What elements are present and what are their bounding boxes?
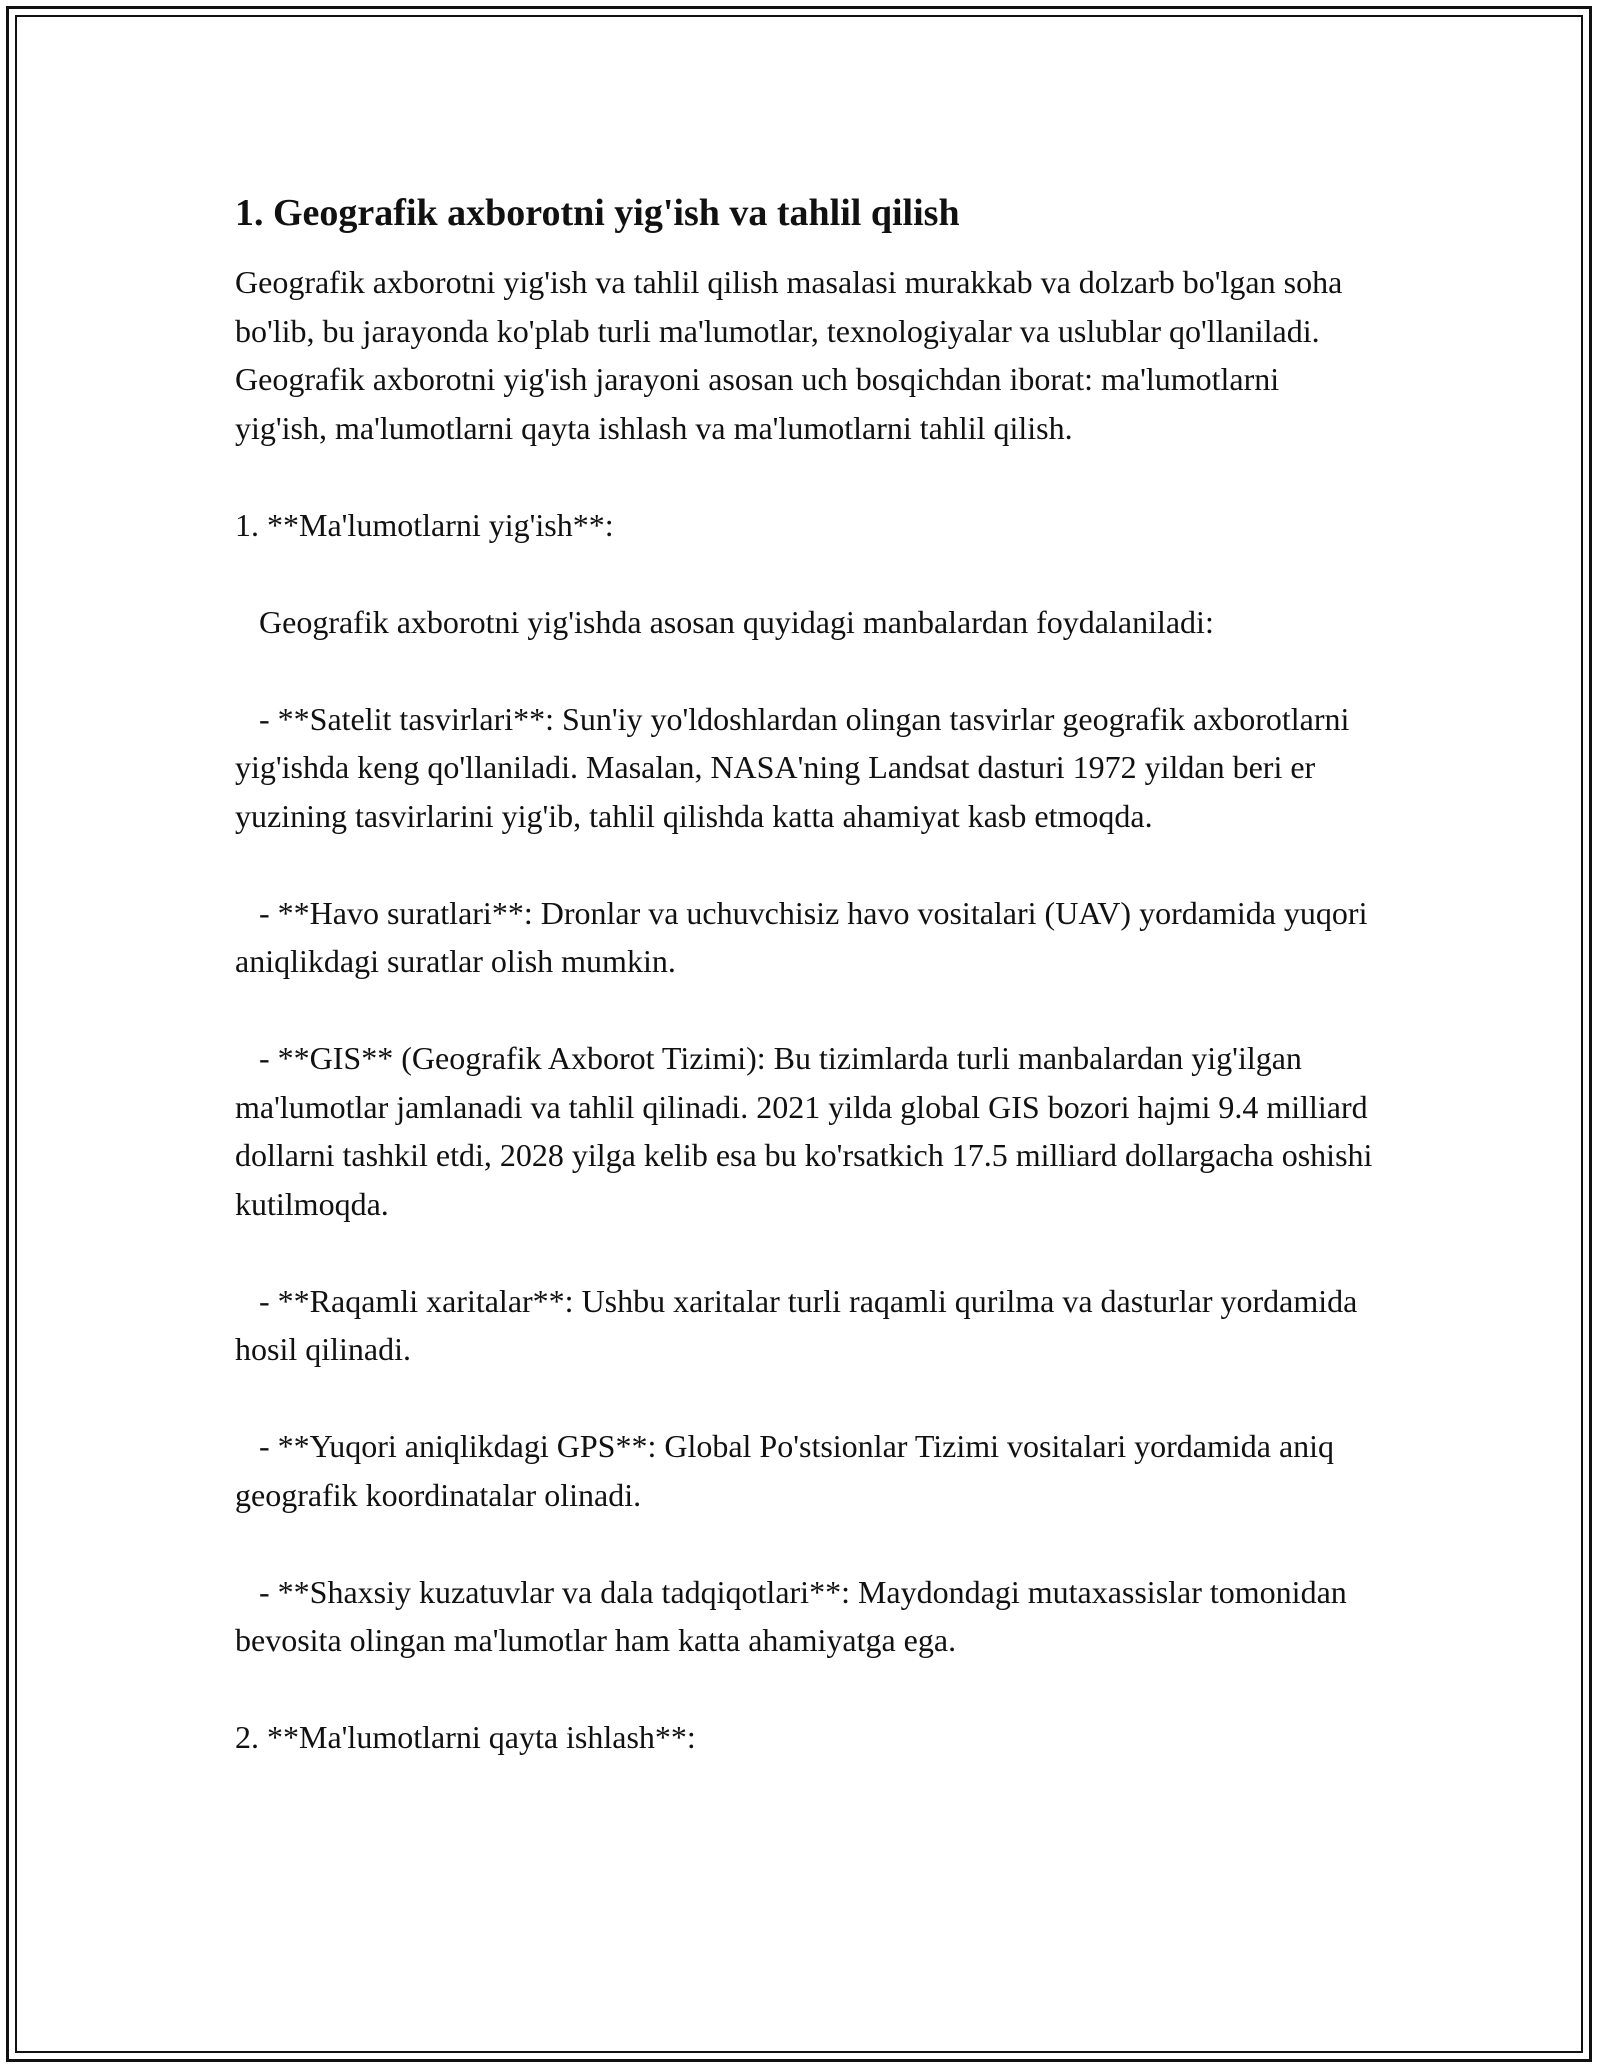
paragraph-spacer — [235, 1228, 1375, 1277]
paragraph-spacer — [235, 1374, 1375, 1423]
paragraph-spacer — [235, 1519, 1375, 1568]
bullet-gis: - **GIS** (Geografik Axborot Tizimi): Bu tizimlarda turli manbalardan yig'ilgan ma'lumotlar jamlanadi va tahlil qilinadi. 2021 yilda global GIS bozori hajmi 9.4 milliard dollarni tashkil etdi, 2028 yilga kelib esa bu ko'rsatkich 17.5 milliard dollargacha oshishi kutilmoqda. — [235, 1040, 1381, 1222]
section-heading: 1. Geografik axborotni yig'ish va tahlil qilish — [235, 192, 960, 234]
sources-intro: Geografik axborotni yig'ishda asosan quyidagi manbalardan foydalaniladi: — [235, 603, 1214, 640]
bullet-gps: - **Yuqori aniqlikdagi GPS**: Global Po'stsionlar Tizimi vositalari yordamida aniq geografik koordinatalar olinadi. — [235, 1428, 1343, 1513]
paragraph-spacer — [235, 646, 1375, 695]
document-body — [235, 188, 1381, 1762]
paragraph-spacer — [235, 549, 1375, 598]
list-item-processing-heading: 2. **Ma'lumotlarni qayta ishlash**: — [235, 1719, 696, 1755]
intro-paragraph: Geografik axborotni yig'ish va tahlil qilish masalasi murakkab va dolzarb bo'lgan soha bo'lib, bu jarayonda ko'plab turli ma'lumotlar, texnologiyalar va uslublar qo'llaniladi. Geografik axborotni yig'ish jarayoni asosan uch bosqichdan iborat: ma'lumotlarni yig'ish, ma'lumotlarni qayta ishlash va ma'lumotlarni tahlil qilish. — [235, 264, 1351, 446]
paragraph-spacer — [235, 986, 1375, 1035]
paragraph-spacer — [235, 1665, 1375, 1714]
paragraph-spacer — [235, 840, 1375, 889]
bullet-aerial-photos: - **Havo suratlari**: Dronlar va uchuvchisiz havo vositalari (UAV) yordamida yuqori aniqlikdagi suratlar olish mumkin. — [235, 894, 1376, 979]
list-item-collection-heading: 1. **Ma'lumotlarni yig'ish**: — [235, 506, 614, 543]
bullet-digital-maps: - **Raqamli xaritalar**: Ushbu xaritalar turli raqamli qurilma va dasturlar yordamida hosil qilinadi. — [235, 1282, 1366, 1367]
bullet-field-research: - **Shaxsiy kuzatuvlar va dala tadqiqotlari**: Maydondagi mutaxassislar tomonidan bevosita olingan ma'lumotlar ham katta ahamiyatga ega. — [235, 1573, 1355, 1658]
bullet-satellite-images: - **Satelit tasvirlari**: Sun'iy yo'ldoshlardan olingan tasvirlar geografik axborotlarni yig'ishda keng qo'llaniladi. Masalan, NASA'ning Landsat dasturi 1972 yildan beri er yuzining tasvirlarini yig'ib, tahlil qilishda katta ahamiyat kasb etmoqda. — [235, 700, 1358, 834]
paragraph-spacer — [235, 452, 1375, 501]
